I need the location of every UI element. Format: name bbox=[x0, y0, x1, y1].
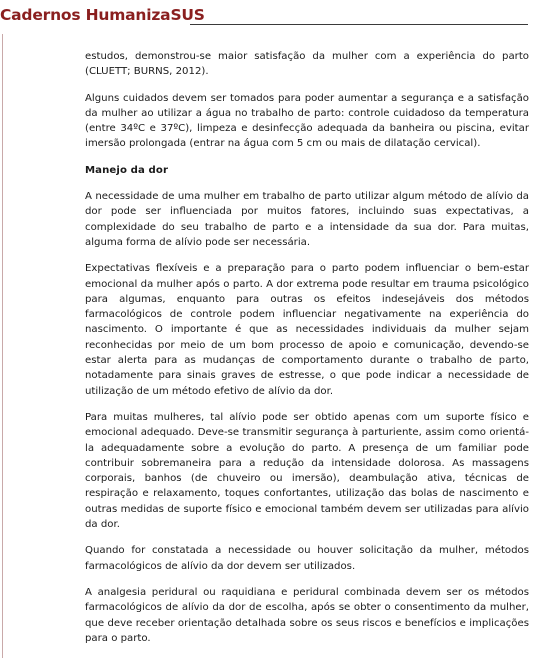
paragraph-water-safety: Alguns cuidados devem ser tomados para poder aumentar a segurança e a satisfação da mulher ao utilizar a água no trabalho de parto: controle cuidadoso da temperatura (entre 34ºC e 37ºC), limpeza e desinfecção adequada da banheira ou piscina, evitar imersão prolongada (entrar na água com 5 cm ou mais de dilatação cervical). bbox=[85, 92, 529, 150]
paragraph-pain-need: A necessidade de uma mulher em trabalho de parto utilizar algum método de alívio da dor pode ser influenciada por muitos fatores, incluindo suas expectativas, a complexidade do seu trabalho de parto e a intensidade da sua dor. Para muitas, alguma forma de alívio pode ser necessária. bbox=[85, 191, 529, 248]
paragraph-analgesia: A analgesia peridural ou raquidiana e peridural combinada devem ser os métodos farmacológicos de alívio da dor de escolha, após se obter o consentimento da mulher, que deve receber orientação detalhada sobre os seus riscos e benefícios e implicações para o parto. bbox=[85, 586, 529, 644]
document-body bbox=[85, 49, 529, 646]
publication-title: Cadernos HumanizaSUS bbox=[0, 6, 205, 24]
paragraph-support: Para muitas mulheres, tal alívio pode ser obtido apenas com um suporte físico e emocional adequado. Deve-se transmitir segurança à parturiente, assim como orientá-la adequadamente sobre a evolução do parto. A presença de um familiar pode contribuir sobremaneira para a redução da intensidade dolorosa. As massagens corporais, banhos (de chuveiro ou imersão), deambulação ativa, técnicas de respiração e relaxamento, toques confortantes, utilização das bolas de nascimento e outras medidas de suporte físico e emocional também devem ser utilizadas para alívio da dor. bbox=[85, 411, 529, 531]
paragraph-expectations: Expectativas flexíveis e a preparação para o parto podem influenciar o bem-estar emocional da mulher após o parto. A dor extrema pode resultar em trauma psicológico para algumas, enquanto para outras os efeitos indesejáveis dos métodos farmacológicos de controle podem influenciar negativamente na experiência do nascimento. O importante é que as necessidades individuais da mulher sejam reconhecidas por meio de um bom processo de apoio e comunicação, devendo-se estar alerta para as mudanças de comportamento durante o trabalho de parto, notadamente para sinais graves de estresse, o que pode indicar a necessidade de utilização de um método efetivo de alívio da dor. bbox=[85, 263, 529, 397]
margin-rule bbox=[2, 34, 3, 658]
page-header bbox=[0, 0, 540, 34]
paragraph-continuation: estudos, demonstrou-se maior satisfação da mulher com a experiência do parto (CLUETT; BURNS, 2012). bbox=[85, 51, 529, 78]
header-divider bbox=[190, 24, 528, 25]
section-heading: Manejo da dor bbox=[85, 164, 169, 176]
paragraph-pharmacological: Quando for constatada a necessidade ou houver solicitação da mulher, métodos farmacológicos de alívio da dor devem ser utilizados. bbox=[85, 545, 529, 572]
